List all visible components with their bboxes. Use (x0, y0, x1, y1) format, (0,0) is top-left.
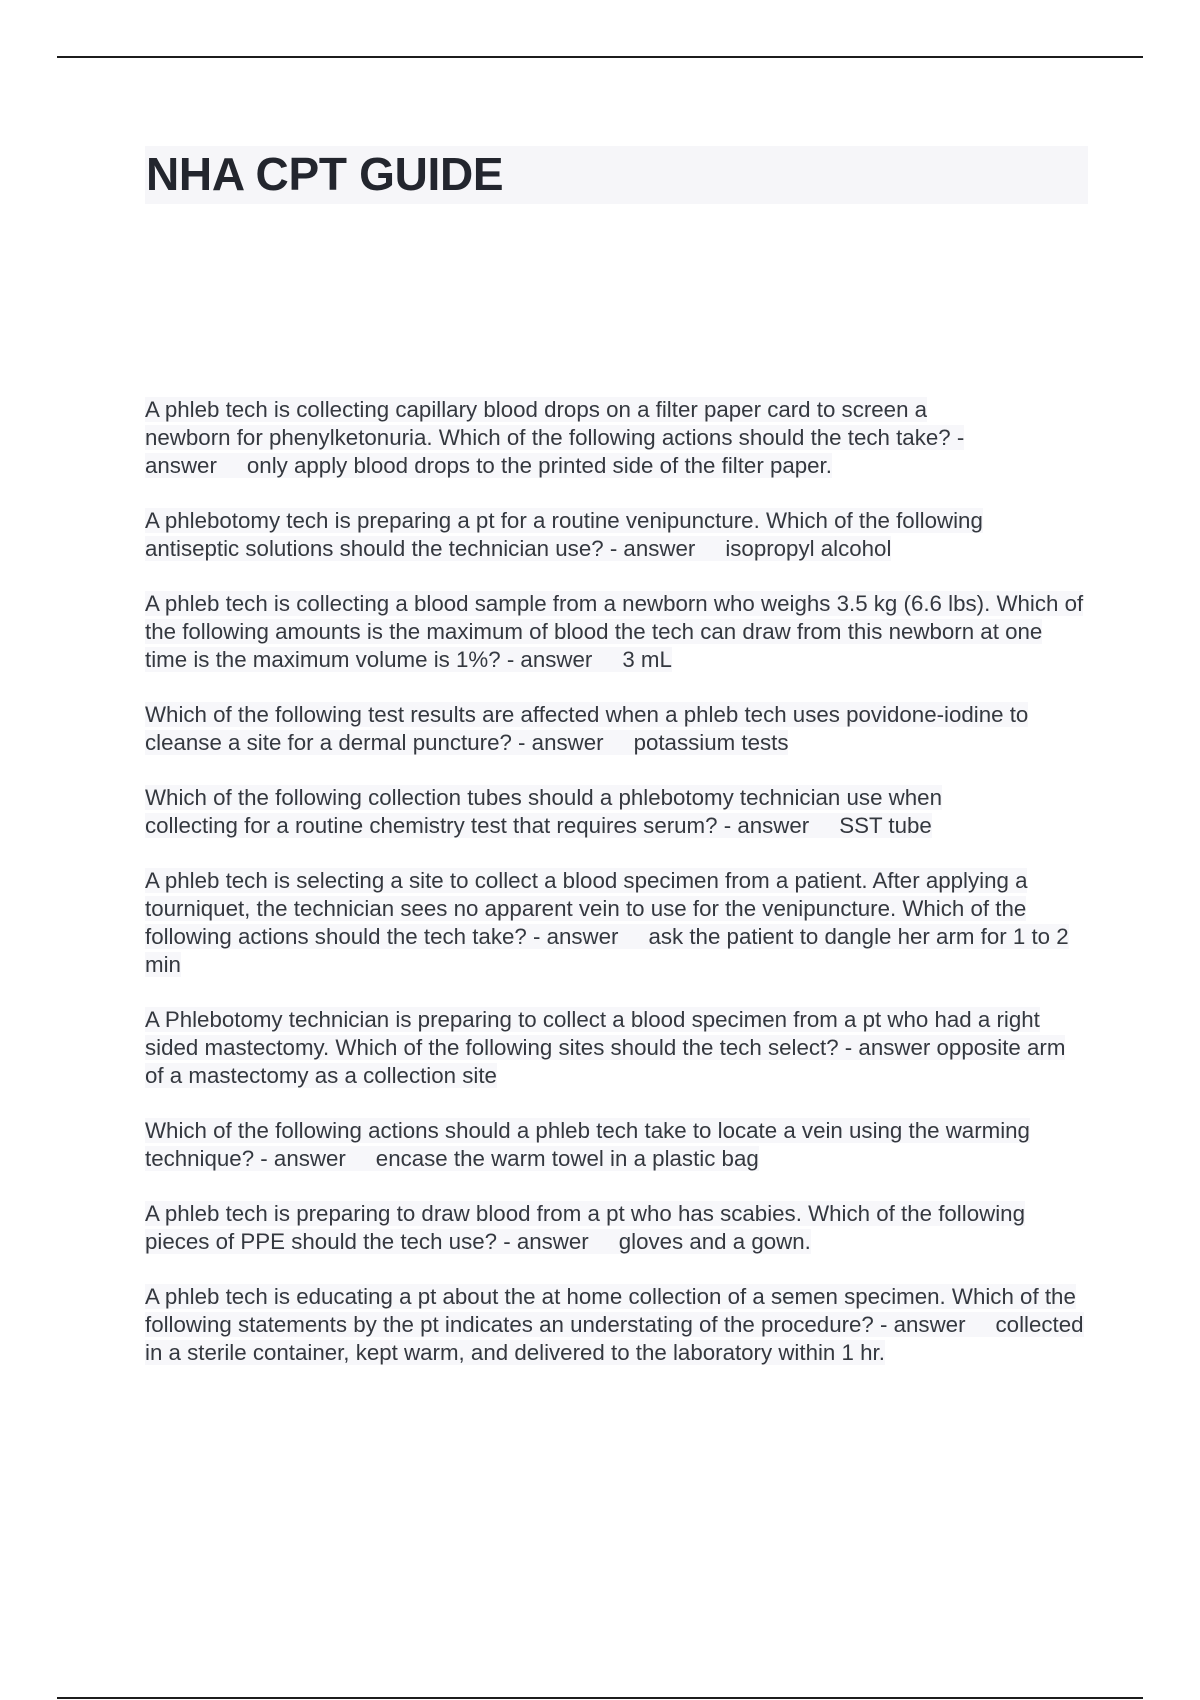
qa-item (145, 1006, 1080, 1090)
qa-question: Which of the following test results are affected when a phleb tech uses povidone-iodine to cleanse a site for a dermal puncture? - answer (145, 702, 1029, 755)
qa-question: Which of the following actions should a phleb tech take to locate a vein using the warming technique? - answer (145, 1118, 1030, 1171)
qa-item (145, 590, 1085, 674)
qa-question: A phleb tech is selecting a site to collect a blood specimen from a patient. After applying a tourniquet, the technician sees no apparent vein to use for the venipuncture. Which of the following actions should the tech take? - answer (145, 868, 1028, 949)
qa-question: A phleb tech is educating a pt about the at home collection of a semen specimen. Which of the following statements by the pt indicates an understating of the procedure? - answer (145, 1284, 1076, 1337)
qa-item (145, 1200, 1030, 1256)
qa-item (145, 701, 1090, 757)
qa-item (145, 784, 1035, 840)
qa-answer: ask the patient to dangle her arm for 1 to 2 min (145, 924, 1069, 977)
qa-question: A phleb tech is collecting capillary blood drops on a filter paper card to screen a newborn for phenylketonuria. Which of the following actions should the tech take? - answer (145, 397, 965, 478)
qa-item (145, 867, 1095, 979)
qa-item (145, 507, 1075, 563)
bottom-rule (57, 1697, 1143, 1699)
qa-answer: SST tube (839, 813, 932, 838)
qa-question: Which of the following collection tubes should a phlebotomy technician use when collecting for a routine chemistry test that requires serum? - answer (145, 785, 942, 838)
page-title: NHA CPT GUIDE (146, 148, 504, 200)
qa-answer: opposite arm of a mastectomy as a collection site (145, 1035, 1066, 1088)
qa-question: A phleb tech is collecting a blood sample from a newborn who weighs 3.5 kg (6.6 lbs). Which of the following amounts is the maximum of blood the tech can draw from this newborn at one time is the maximum volume is 1%? - answer (145, 591, 1084, 672)
qa-answer: potassium tests (633, 730, 789, 755)
top-rule (57, 56, 1143, 58)
qa-list (145, 396, 1095, 1394)
qa-item (145, 1117, 1035, 1173)
qa-answer: isopropyl alcohol (725, 536, 892, 561)
qa-question: A phleb tech is preparing to draw blood from a pt who has scabies. Which of the following pieces of PPE should the tech use? - answer (145, 1201, 1025, 1254)
qa-question: A phlebotomy tech is preparing a pt for a routine venipuncture. Which of the following antiseptic solutions should the technician use? - answer (145, 508, 983, 561)
qa-item (145, 1283, 1090, 1367)
qa-answer: only apply blood drops to the printed side of the filter paper. (246, 453, 832, 478)
qa-answer: collected in a sterile container, kept warm, and delivered to the laboratory within 1 hr. (145, 1312, 1084, 1365)
qa-answer: 3 mL (622, 647, 672, 672)
qa-question: A Phlebotomy technician is preparing to collect a blood specimen from a pt who had a right sided mastectomy. Which of the following sites should the tech select? - answer (145, 1007, 1040, 1060)
qa-answer: encase the warm towel in a plastic bag (375, 1146, 759, 1171)
qa-item (145, 396, 995, 480)
qa-answer: gloves and a gown. (618, 1229, 811, 1254)
